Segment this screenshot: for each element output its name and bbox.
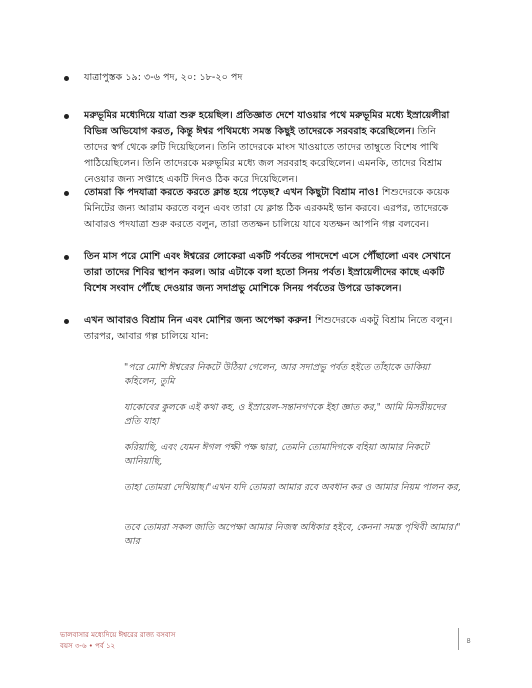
scripture-quote-line: তবে তোমরা সকল জাতি অপেক্ষা আমার নিজস্ব অধিকার হইবে, কেননা সমস্ত পৃথিবী আমার।" আর — [124, 522, 461, 547]
bullet-mount-sinai — [84, 249, 456, 297]
bullet-dot — [64, 114, 69, 119]
bullet-desert-journey — [84, 108, 456, 188]
bullet-bold-text: এখন আবারও বিশ্রাম নিন এবং মোশির জন্য অপেক্ষা করুন! — [84, 315, 313, 326]
bullet-dot — [64, 76, 69, 81]
bullet-text: যাত্রাপুস্তক ১৯: ৩-৬ পদ, ২০: ১৮-২০ পদ — [84, 72, 243, 83]
footer-lesson-info: বয়স ৩-৬ • পর্ব ১২ — [60, 642, 116, 650]
bullet-rest-activity — [84, 185, 456, 233]
bullet-dot — [64, 319, 69, 324]
page-number: ৪ — [466, 636, 472, 645]
bullet-text: শিশুদেরকে কয়েক মিনিটের জন্য আরাম করতে বলুন এবং তারা যে ক্লান্ত ঠিক এরকমই ভান করবে। এরপর, তাদেরকে আবারও পদযাত্রা শুরু করতে বলুন, তারা ততক্ষন চালিয়ে যাবে যতক্ষন আপনি গল্প বলবেন। — [84, 187, 450, 230]
bullet-wait-for-moses — [84, 313, 456, 345]
bullet-text: তিনি তাদের স্বর্গ থেকে রুটি দিয়েছিলেন। তিনি তাদেরকে মাংস খাওয়াতে তাদের তাম্বুতে বিশেষ পাখি পাঠিয়েছিলেন। তিনি তাদেরকে মরুভূমির মধ্যে জল সরবরাহ করেছিলেন। এমনকি, তাদের বিশ্রাম নেওয়ার জন্য সপ্তাহে একটি দিনও ঠিক করে দিয়েছিলেন। — [84, 126, 443, 185]
scripture-quote-line: "পরে মোশি ঈশ্বরের নিকটে উঠিয়া গেলেন, আর সদাপ্রভু পর্বত হইতে তাঁহাকে ডাকিয়া কহিলেন, তুমি — [124, 362, 430, 387]
bullet-text: শিশুদেরকে একটু বিশ্রাম নিতে বলুন। তারপর, আবার গল্প চালিয়ে যান: — [84, 315, 453, 342]
footer-series-title: ভালবাসার মধ্যেদিয়ে ঈশ্বরের রাজ্য বসবাস — [60, 631, 176, 639]
scripture-quote-line: করিয়াছি, এবং যেমন ঈগল পক্ষী পক্ষ দ্বারা, তেমনি তোমাদিগকে বহিয়া আমার নিকটে আনিয়াছি, — [124, 442, 429, 467]
bullet-dot — [64, 255, 69, 260]
scripture-quote-line: যাকোবের কুলকে এই কথা কহ, ও ইস্রায়েল-সন্তানগণকে ইহা জ্ঞাত কর," আমি মিসরীয়দের প্রতি যাহা — [124, 402, 446, 427]
bullet-bold-text: মরুভূমির মধ্যেদিয়ে যাত্রা শুরু হয়েছিল। প্রতিজ্ঞাত দেশে যাওয়ার পথে মরুভূমির মধ্যে ইস্রায়েলীরা বিভিন্ন অভিযোগ করত, কিন্তু ঈশ্বর পথিমধ্যে সমস্ত কিছুই তাদেরকে সরবরাহ করেছিলেন। — [84, 110, 450, 137]
scripture-quote-line: তাহা তোমরা দেখিয়াছ।"এখন যদি তোমরা আমার রবে অবধান কর ও আমার নিয়ম পালন কর, — [124, 482, 461, 493]
bullet-bold-text: তিন মাস পরে মোশি এবং ঈশ্বরের লোকেরা একটি পর্বতের পাদদেশে এসে পৌঁছালো এবং সেখানে তারা তাদের শিবির স্থাপন করল। আর এটাকে বলা হতো সিনয় পর্বত। ইস্রায়েলীদের কাছে একটি বিশেষ সংবাদ পৌঁছে দেওয়ার জন্য সদাপ্রভু মোশিকে সিনয় পর্বতের উপরে ডাকলেন। — [84, 251, 451, 294]
bullet-scripture-reference — [84, 70, 456, 86]
bullet-bold-text: তোমরা কি পদযাত্রা করতে করতে ক্লান্ত হয়ে পড়েছ? এখন কিছুটা বিশ্রাম নাও! — [84, 187, 379, 198]
footer-divider — [458, 628, 459, 650]
bullet-dot — [64, 191, 69, 196]
